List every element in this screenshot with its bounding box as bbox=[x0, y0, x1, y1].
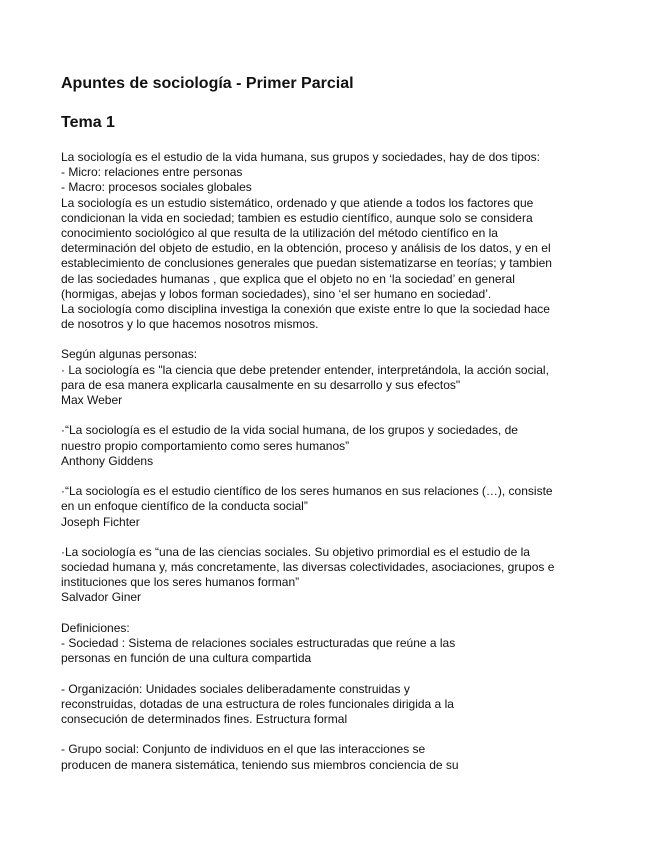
quote-line: ·“La sociología es el estudio de la vida social humana, de los grupos y sociedades, de bbox=[61, 423, 518, 438]
intro-line: conocimiento sociológico al que resulta de la utilización del método científico en la bbox=[61, 225, 498, 240]
spacer bbox=[61, 727, 641, 742]
definition-line: producen de manera sistemática, teniendo sus miembros conciencia de su bbox=[61, 757, 459, 772]
quote-line: ·“La sociología es el estudio científico de los seres humanos en sus relaciones (…), consiste bbox=[61, 484, 553, 499]
intro-line: La sociología es el estudio de la vida humana, sus grupos y sociedades, hay de dos tipos: bbox=[61, 150, 540, 164]
quote-line: ·La sociología es “una de las ciencias sociales. Su objetivo primordial es el estudio de la bbox=[61, 544, 530, 559]
intro-line: de nosotros y lo que hacemos nosotros mismos. bbox=[61, 317, 319, 332]
spacer bbox=[61, 606, 641, 621]
quote-line: instituciones que los seres humanos forman” bbox=[61, 575, 300, 590]
quote-line: en un enfoque científico de la conducta social” bbox=[61, 499, 308, 514]
spacer bbox=[61, 666, 641, 681]
definition-line: consecución de determinados fines. Estructura formal bbox=[61, 711, 348, 726]
document-title: Apuntes de sociología - Primer Parcial bbox=[61, 75, 354, 92]
intro-line: condicionan la vida en sociedad; tambien es estudio científico, aunque solo se considera bbox=[61, 210, 533, 225]
quote-author: Joseph Fichter bbox=[61, 514, 140, 529]
definition-line: - Grupo social: Conjunto de individuos en el que las interacciones se bbox=[61, 742, 426, 757]
intro-line: establecimiento de conclusiones generales que puedan sistematizarse en teorías; y tambien bbox=[61, 256, 552, 271]
quote-author: Salvador Giner bbox=[61, 590, 142, 605]
spacer bbox=[61, 408, 641, 423]
spacer bbox=[61, 332, 641, 347]
definitions-intro: Definiciones: bbox=[61, 620, 130, 635]
intro-line: (hormigas, abejas y lobos forman sociedades), sino ‘el ser humano en sociedad’. bbox=[61, 286, 492, 301]
intro-line: - Micro: relaciones entre personas bbox=[61, 165, 243, 180]
section-title: Tema 1 bbox=[61, 114, 115, 131]
document-body bbox=[61, 150, 641, 773]
definition-line: reconstruidas, dotadas de una estructura de roles funcionales dirigida a la bbox=[61, 696, 454, 711]
quote-author: Max Weber bbox=[61, 393, 123, 407]
quote-line: nuestro propio comportamiento como seres humanos” bbox=[61, 438, 350, 453]
quote-line: · La sociología es "la ciencia que debe pretender entender, interpretándola, la acción social, bbox=[61, 362, 549, 377]
definition-line: personas en función de una cultura compartida bbox=[61, 651, 312, 666]
intro-line: de las sociedades humanas , que explica que el objeto no en ‘la sociedad’ en general bbox=[61, 271, 515, 286]
spacer bbox=[61, 469, 641, 484]
spacer bbox=[61, 530, 641, 545]
quote-author: Anthony Giddens bbox=[61, 453, 154, 468]
quote-line: para de esa manera explicarla causalmente en su desarrollo y sus efectos" bbox=[61, 377, 461, 392]
quote-line: sociedad humana y, más concretamente, las diversas colectividades, asociaciones, grupos e bbox=[61, 560, 555, 575]
intro-line: determinación del objeto de estudio, en la obtención, proceso y análisis de los datos, y en el bbox=[61, 241, 551, 256]
quotes-intro: Según algunas personas: bbox=[61, 347, 198, 362]
definition-line: - Organización: Unidades sociales deliberadamente construidas y bbox=[61, 681, 410, 696]
intro-line: La sociología como disciplina investiga la conexión que existe entre lo que la sociedad hace bbox=[61, 301, 550, 316]
definition-line: - Sociedad : Sistema de relaciones sociales estructuradas que reúne a las bbox=[61, 636, 456, 650]
intro-line: - Macro: procesos sociales globales bbox=[61, 180, 252, 195]
intro-line: La sociología es un estudio sistemático, ordenado y que atiende a todos los factores que bbox=[61, 195, 534, 210]
